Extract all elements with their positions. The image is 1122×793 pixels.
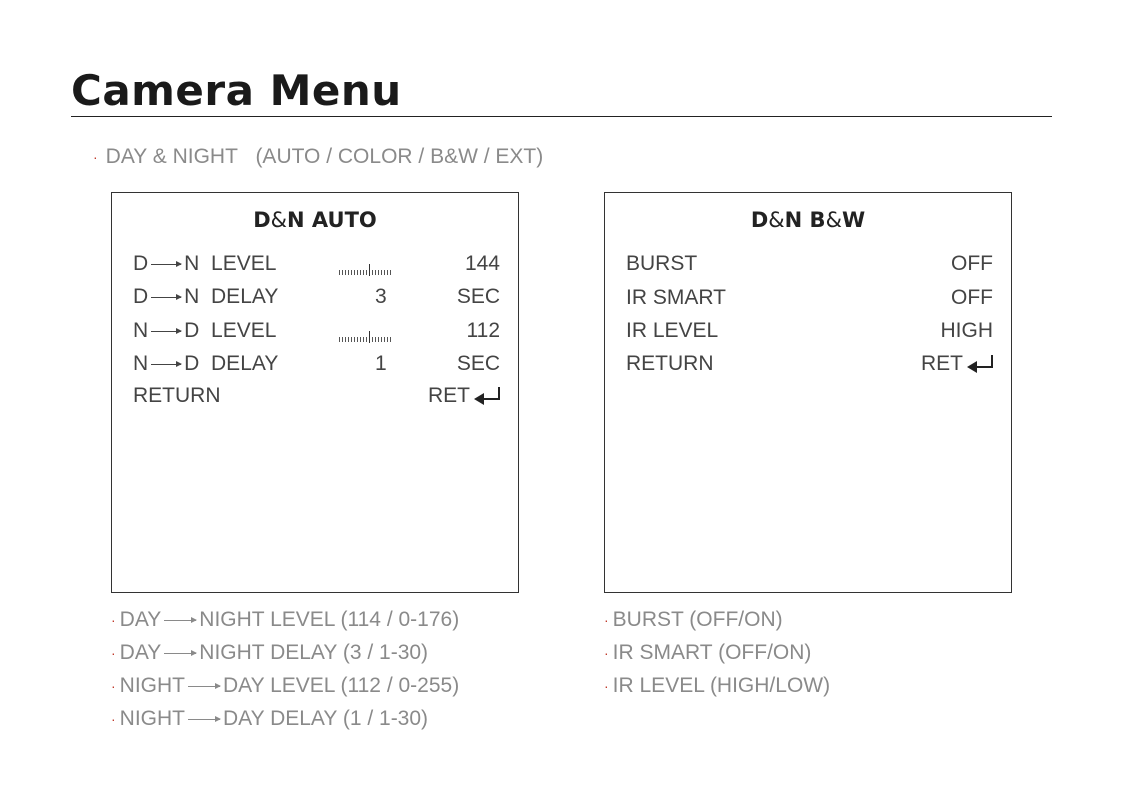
menu-row-label: D N LEVEL — [133, 252, 277, 275]
dn-auto-menu-title — [111, 208, 519, 232]
title-part: D — [253, 208, 271, 232]
auto-note: · DAY NIGHT LEVEL (114 / 0-176) — [111, 608, 460, 631]
menu-row-return — [133, 384, 500, 410]
bullet-icon: · — [604, 645, 609, 662]
arrow-right-icon — [151, 264, 181, 265]
title-part: N B — [784, 208, 826, 232]
arrow-right-icon — [188, 719, 220, 720]
menu-row-unit: SEC — [456, 352, 500, 375]
title-ampersand: & — [768, 208, 785, 232]
menu-row-label: N D DELAY — [133, 352, 279, 375]
bw-note: · BURST (OFF/ON) — [604, 608, 783, 631]
bullet-icon: · — [111, 678, 116, 695]
title-part: N AUTO — [287, 208, 377, 232]
title-part: D — [750, 208, 769, 232]
menu-row-label: IR LEVEL — [626, 319, 719, 342]
title-divider — [71, 116, 1052, 117]
bw-note: · IR SMART (OFF/ON) — [604, 641, 812, 664]
menu-row-ir-level — [626, 319, 993, 345]
menu-row-label: IR SMART — [626, 286, 726, 309]
menu-row-value: OFF — [951, 286, 993, 309]
menu-row-label: N D LEVEL — [133, 319, 277, 342]
arrow-right-icon — [151, 364, 181, 365]
return-arrow-icon — [967, 355, 993, 371]
arrow-right-icon — [151, 297, 181, 298]
dn-bw-menu-title — [604, 208, 1012, 232]
menu-row-label: BURST — [626, 252, 698, 275]
menu-row-value: HIGH — [940, 319, 993, 342]
auto-note: · NIGHT DAY LEVEL (112 / 0-255) — [111, 674, 460, 697]
section-heading — [93, 145, 543, 169]
bullet-icon: · — [111, 645, 116, 662]
title-ampersand: & — [270, 208, 288, 232]
menu-row-value: OFF — [951, 252, 993, 275]
arrow-right-icon — [151, 331, 181, 332]
bw-note: · IR LEVEL (HIGH/LOW) — [604, 674, 831, 697]
bullet-icon: · — [604, 612, 609, 629]
section-label: DAY & NIGHT — [105, 145, 238, 168]
bullet-icon: · — [111, 612, 116, 629]
menu-row-burst — [626, 252, 993, 278]
arrow-right-icon — [188, 686, 220, 687]
menu-row-value: 112 — [466, 319, 500, 342]
menu-row-return — [626, 352, 993, 378]
menu-row-value: 1 — [375, 352, 387, 375]
bullet-icon: · — [604, 678, 609, 695]
menu-row-value: RET — [428, 384, 500, 408]
menu-row-label: RETURN — [626, 352, 714, 375]
auto-note: · NIGHT DAY DELAY (1 / 1-30) — [111, 707, 429, 730]
menu-row-ir-smart — [626, 286, 993, 312]
menu-row-value: RET — [921, 352, 993, 376]
menu-row-dn-delay — [133, 285, 500, 311]
level-scale-icon — [339, 264, 391, 276]
menu-row-nd-level — [133, 319, 500, 345]
arrow-right-icon — [164, 653, 196, 654]
section-options: (AUTO / COLOR / B&W / EXT) — [255, 145, 544, 168]
menu-row-nd-delay — [133, 352, 500, 378]
bullet-icon: · — [93, 149, 98, 166]
title-ampersand: & — [825, 208, 842, 232]
arrow-right-icon — [164, 620, 196, 621]
menu-row-value: 144 — [464, 252, 500, 275]
menu-row-unit: SEC — [456, 285, 500, 308]
level-scale-icon — [339, 331, 391, 343]
menu-row-label: RETURN — [133, 384, 221, 407]
return-arrow-icon — [474, 387, 500, 403]
menu-row-value: 3 — [375, 285, 387, 308]
bullet-icon: · — [111, 711, 116, 728]
menu-row-label: D N DELAY — [133, 285, 279, 308]
page-title: Camera Menu — [71, 66, 402, 115]
menu-row-dn-level — [133, 252, 500, 278]
auto-note: · DAY NIGHT DELAY (3 / 1-30) — [111, 641, 429, 664]
title-part: W — [841, 208, 866, 232]
